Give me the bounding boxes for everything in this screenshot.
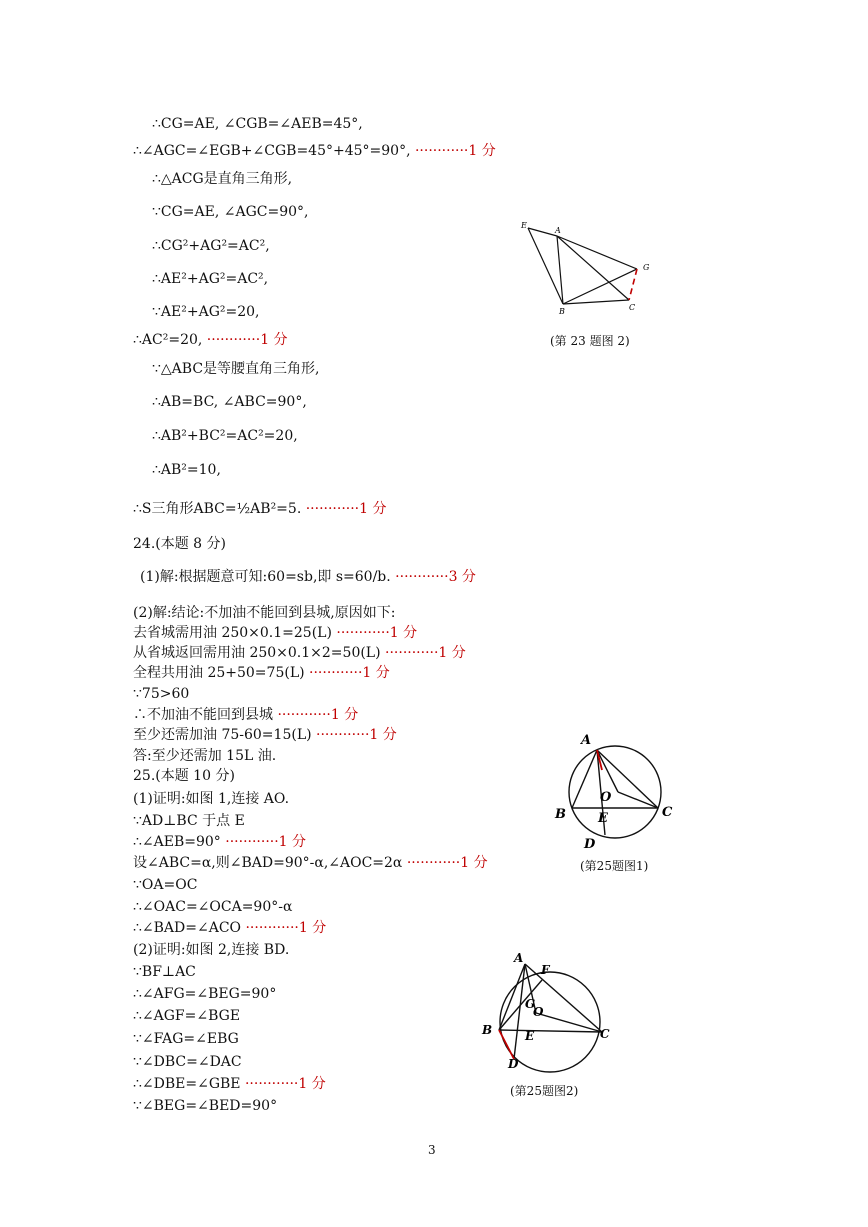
line-28: 设∠ABC=α,则∠BAD=90°-α,∠AOC=2α ············1 分: [133, 855, 488, 871]
line-6: ∴AE²+AG²=AC²,: [152, 271, 269, 287]
line-9: ∵△ABC是等腰直角三角形,: [152, 361, 320, 377]
line-34: ∴∠AFG=∠BEG=90°: [133, 986, 277, 1002]
line-7: ∵AE²+AG²=20,: [152, 304, 260, 320]
line-2: ∴∠AGC=∠EGB+∠CGB=45°+45°=90°, ············1 分: [133, 143, 496, 159]
label-A: A: [514, 951, 524, 965]
label-A: A: [581, 733, 592, 748]
line-29: ∵OA=OC: [133, 877, 198, 893]
label-D: D: [584, 837, 596, 852]
line-14: 24.(本题 8 分): [133, 536, 226, 552]
line-39: ∵∠BEG=∠BED=90°: [133, 1098, 278, 1114]
line-38: ∴∠DBE=∠GBE ············1 分: [133, 1076, 326, 1092]
line-25: (1)证明:如图 1,连接 AO.: [133, 791, 290, 807]
label-C: C: [662, 805, 673, 820]
line-10: ∴AB=BC, ∠ABC=90°,: [152, 394, 307, 410]
line-18: 从省城返回需用油 250×0.1×2=50(L) ············1 分: [133, 645, 466, 661]
label-E: E: [521, 221, 527, 230]
line-1: ∴CG=AE, ∠CGB=∠AEB=45°,: [152, 116, 363, 132]
line-19: 全程共用油 25+50=75(L) ············1 分: [133, 665, 390, 681]
label-O: O: [533, 1005, 544, 1019]
label-E: E: [525, 1029, 535, 1043]
label-E: E: [598, 811, 608, 826]
line-3: ∴△ACG是直角三角形,: [152, 171, 293, 187]
label-B: B: [559, 307, 565, 316]
label-G: G: [643, 263, 650, 272]
line-20: ∵75>60: [133, 686, 190, 702]
line-22: 至少还需加油 75-60=15(L) ············1 分: [133, 727, 397, 743]
line-21: ∴不加油不能回到县城 ············1 分: [133, 707, 359, 723]
page-number: 3: [428, 1143, 436, 1157]
line-26: ∵AD⊥BC 于点 E: [133, 813, 245, 829]
label-B: B: [482, 1023, 493, 1037]
line-13: ∴S三角形ABC=½AB²=5. ············1 分: [133, 501, 387, 517]
line-30: ∴∠OAC=∠OCA=90°-α: [133, 899, 293, 915]
line-35: ∴∠AGF=∠BGE: [133, 1008, 241, 1024]
label-C: C: [600, 1027, 610, 1041]
line-16: (2)解:结论:不加油不能回到县城,原因如下:: [133, 605, 396, 621]
figure-23: [515, 218, 665, 318]
line-36: ∵∠FAG=∠EBG: [133, 1031, 239, 1047]
line-4: ∵CG=AE, ∠AGC=90°,: [152, 204, 309, 220]
line-33: ∵BF⊥AC: [133, 964, 196, 980]
line-11: ∴AB²+BC²=AC²=20,: [152, 428, 298, 444]
figure-25-2-caption: (第25题图2): [510, 1084, 579, 1098]
line-27: ∴∠AEB=90° ············1 分: [133, 834, 307, 850]
label-D: D: [508, 1057, 519, 1071]
figure-23-caption: (第 23 题图 2): [550, 334, 630, 348]
line-12: ∴AB²=10,: [152, 462, 221, 478]
line-5: ∴CG²+AG²=AC²,: [152, 238, 270, 254]
line-37: ∵∠DBC=∠DAC: [133, 1054, 242, 1070]
line-24: 25.(本题 10 分): [133, 768, 235, 784]
label-F: F: [541, 963, 550, 977]
label-G: G: [525, 997, 536, 1011]
line-17: 去省城需用油 250×0.1=25(L) ············1 分: [133, 625, 418, 641]
line-15: (1)解:根据题意可知:60=sb,即 s=60/b. ············3 分: [140, 569, 476, 585]
line-31: ∴∠BAD=∠ACO ············1 分: [133, 920, 327, 936]
label-C: C: [629, 303, 636, 312]
line-32: (2)证明:如图 2,连接 BD.: [133, 942, 290, 958]
label-O: O: [600, 790, 612, 805]
line-23: 答:至少还需加 15L 油.: [133, 748, 277, 764]
label-A: A: [555, 226, 561, 235]
label-B: B: [555, 807, 566, 822]
figure-25-2: [476, 950, 621, 1075]
figure-25-1: [550, 730, 680, 850]
line-8: ∴AC²=20, ············1 分: [133, 332, 288, 348]
figure-25-1-caption: (第25题图1): [580, 859, 649, 873]
